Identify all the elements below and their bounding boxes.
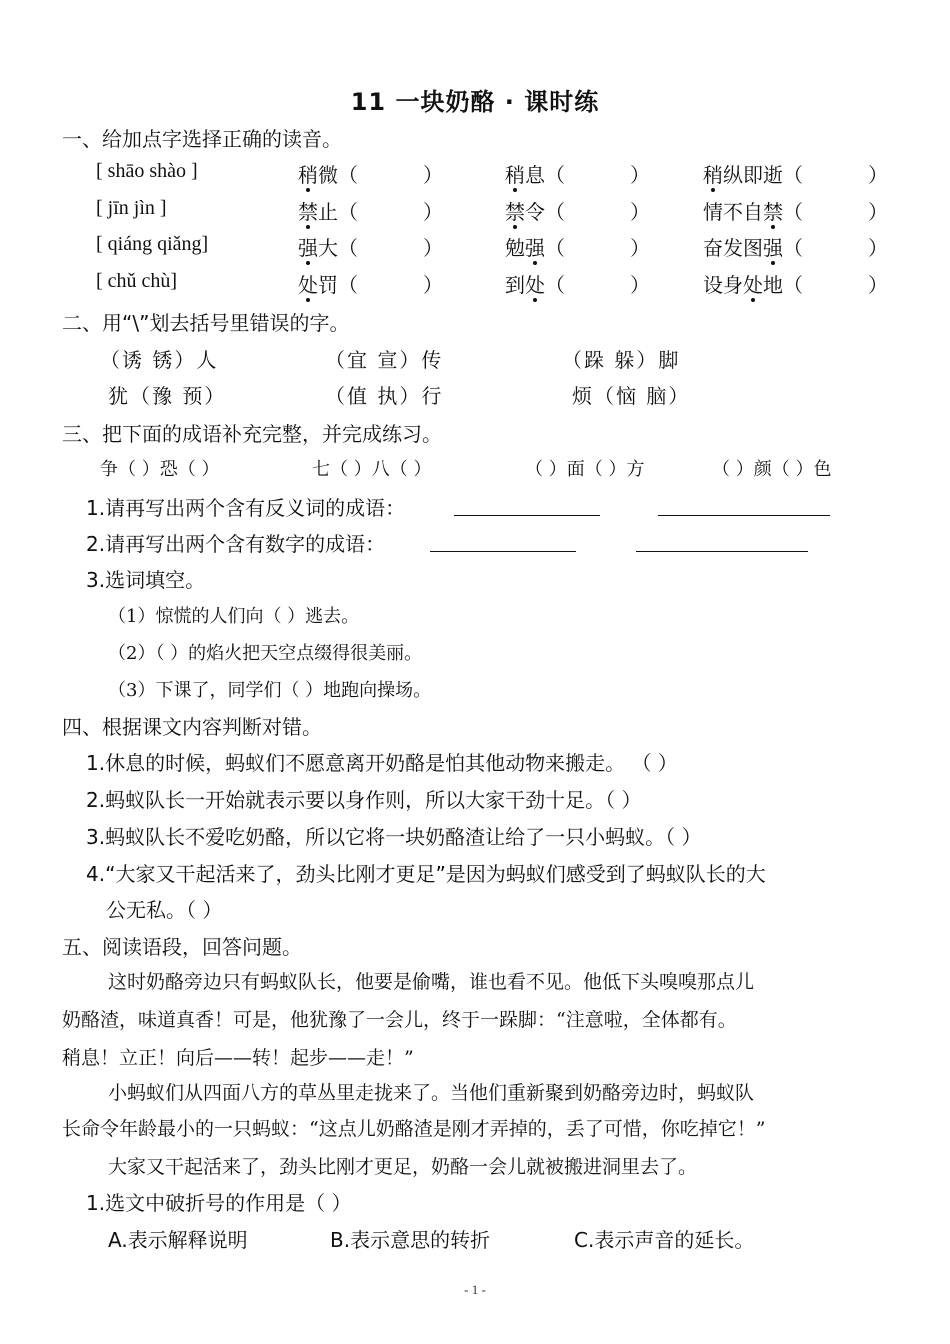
pinyin-option: [ shāo shào ] [96, 160, 198, 182]
option-a: A.表示解释说明 [108, 1228, 248, 1252]
passage-line: 稍息！立正！向后——转！起步——走！” [62, 1047, 414, 1069]
judge-item-cont: 公无私。（ ） [106, 898, 223, 922]
passage-line: 大家又干起活来了，劲头比刚才更足，奶酪一会儿就被搬进洞里去了。 [108, 1156, 698, 1178]
answer-line [636, 551, 808, 552]
word-item: 情不自禁（ ） [703, 200, 888, 224]
section-3-heading: 三、把下面的成语补充完整，并完成练习。 [62, 422, 442, 446]
idiom-blank: （ ）颜（ ）色 [712, 459, 832, 480]
reading-question-1: 1.选文中破折号的作用是（ ） [86, 1191, 352, 1215]
dotted-char: 禁 [505, 200, 525, 224]
pinyin-option: [ jīn jìn ] [96, 197, 167, 219]
pinyin-option: [ chǔ chù] [96, 270, 178, 292]
dotted-char: 禁 [298, 200, 318, 224]
page-title: 11 一块奶酪 · 课时练 [350, 88, 600, 116]
word-item: 奋发图强（ ） [703, 236, 888, 260]
word-item: 稍息（ ） [505, 163, 650, 187]
choice-item: （诱 锈）人 [100, 348, 219, 372]
dotted-char: 强 [525, 236, 545, 260]
word-item: 设身处地（ ） [703, 273, 888, 297]
page-number: - 1 - [464, 1282, 486, 1297]
fill-item: （3）下课了，同学们（ ）地跑向操场。 [108, 680, 432, 701]
choice-item: （宜 宣）传 [325, 348, 444, 372]
word-item: 处罚（ ） [298, 273, 443, 297]
section-2-heading: 二、用“\”划去括号里错误的字。 [62, 311, 350, 335]
judge-item: 1.休息的时候，蚂蚁们不愿意离开奶酪是怕其他动物来搬走。 （ ） [86, 751, 678, 775]
answer-line [430, 551, 576, 552]
passage-line: 小蚂蚁们从四面八方的草丛里走拢来了。当他们重新聚到奶酪旁边时，蚂蚁队 [108, 1082, 755, 1104]
question-2: 2.请再写出两个含有数字的成语： [86, 532, 386, 556]
dotted-char: 稍 [703, 163, 723, 187]
option-c: C.表示声音的延长。 [574, 1228, 755, 1252]
pinyin-option: [ qiáng qiǎng] [96, 233, 209, 255]
answer-line [454, 515, 600, 516]
passage-line: 奶酪渣，味道真香！可是，他犹豫了一会儿，终于一跺脚：“注意啦，全体都有。 [62, 1009, 737, 1031]
dotted-char: 强 [763, 236, 783, 260]
question-1: 1.请再写出两个含有反义词的成语： [86, 496, 406, 520]
passage-line: 长命令年龄最小的一只蚂蚁：“这点儿奶酪渣是刚才弄掉的，丢了可惜，你吃掉它！” [62, 1118, 766, 1140]
idiom-blank: （ ）面（ ）方 [525, 459, 645, 480]
answer-line [658, 515, 830, 516]
word-item: 稍纵即逝（ ） [703, 163, 888, 187]
choice-item: 犹（豫 预） [108, 384, 227, 408]
choice-item: （值 执）行 [325, 384, 444, 408]
word-item: 勉强（ ） [505, 236, 650, 260]
word-item: 强大（ ） [298, 236, 443, 260]
fill-item: （2）（ ）的焰火把天空点缀得很美丽。 [108, 643, 423, 664]
dotted-char: 禁 [763, 200, 783, 224]
section-4-heading: 四、根据课文内容判断对错。 [62, 715, 322, 739]
dotted-char: 稍 [298, 163, 318, 187]
dotted-char: 稍 [505, 163, 525, 187]
judge-item: 3.蚂蚁队长不爱吃奶酪，所以它将一块奶酪渣让给了一只小蚂蚁。（ ） [86, 825, 702, 849]
idiom-blank: 七（ ）八（ ） [312, 459, 432, 480]
option-b: B.表示意思的转折 [330, 1228, 491, 1252]
word-item: 到处（ ） [505, 273, 650, 297]
word-item: 稍微（ ） [298, 163, 443, 187]
choice-item: 烦（恼 脑） [572, 384, 691, 408]
section-5-heading: 五、阅读语段，回答问题。 [62, 935, 302, 959]
dotted-char: 处 [525, 273, 545, 297]
section-1-heading: 一、给加点字选择正确的读音。 [62, 127, 342, 151]
idiom-blank: 争（ ）恐（ ） [100, 459, 220, 480]
fill-item: （1）惊慌的人们向（ ）逃去。 [108, 606, 360, 627]
word-item: 禁令（ ） [505, 200, 650, 224]
choice-item: （跺 躲）脚 [562, 348, 681, 372]
judge-item: 2.蚂蚁队长一开始就表示要以身作则，所以大家干劲十足。（ ） [86, 788, 642, 812]
dotted-char: 处 [743, 273, 763, 297]
question-3: 3.选词填空。 [86, 568, 206, 592]
word-item: 禁止（ ） [298, 200, 443, 224]
passage-line: 这时奶酪旁边只有蚂蚁队长，他要是偷嘴，谁也看不见。他低下头嗅嗅那点儿 [108, 971, 755, 993]
dotted-char: 强 [298, 236, 318, 260]
dotted-char: 处 [298, 273, 318, 297]
judge-item: 4.“大家又干起活来了，劲头比刚才更足”是因为蚂蚁们感受到了蚂蚁队长的大 [86, 862, 766, 886]
